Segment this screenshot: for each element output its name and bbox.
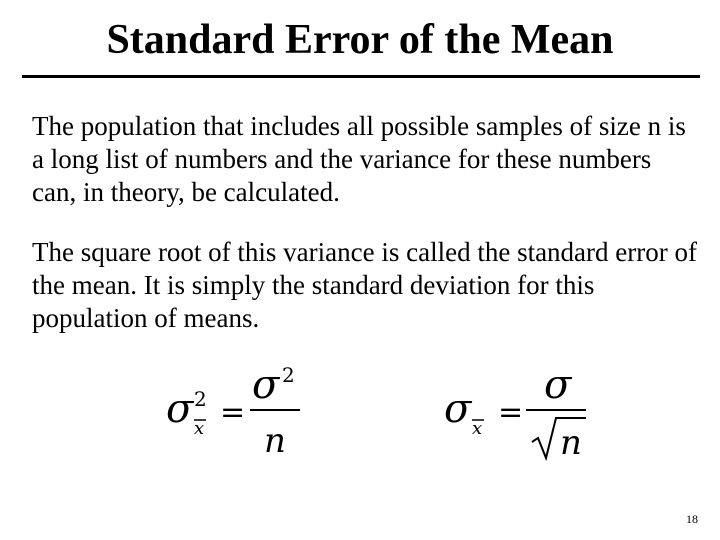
variance-lhs-sigma: σ bbox=[166, 386, 194, 432]
variance-numerator-sigma: σ bbox=[252, 362, 280, 408]
se-numerator-sigma: σ bbox=[544, 362, 572, 408]
page-number: 18 bbox=[686, 512, 698, 526]
variance-denominator: n bbox=[264, 421, 286, 461]
paragraph-standard-error: The square root of this variance is called the standard error of the mean. It is simply the standard deviation for this population of means. bbox=[32, 237, 697, 333]
slide-title: Standard Error of the Mean bbox=[106, 17, 614, 63]
se-denominator: n bbox=[560, 423, 582, 463]
variance-equals: = bbox=[220, 395, 246, 430]
variance-lhs-subscript: x bbox=[194, 418, 205, 439]
title-divider bbox=[22, 75, 700, 78]
se-lhs-sigma: σ bbox=[444, 386, 472, 432]
variance-numerator-superscript: 2 bbox=[282, 363, 295, 387]
paragraph-population: The population that includes all possible samples of size n is a long list of numbers and the variance for these numbers can, in theory, be calculated. bbox=[32, 111, 686, 207]
variance-formula bbox=[160, 362, 320, 466]
standard-error-formula bbox=[440, 362, 600, 466]
se-lhs-subscript: x bbox=[472, 418, 483, 439]
variance-lhs-superscript: 2 bbox=[194, 387, 207, 411]
se-equals: = bbox=[498, 395, 524, 430]
